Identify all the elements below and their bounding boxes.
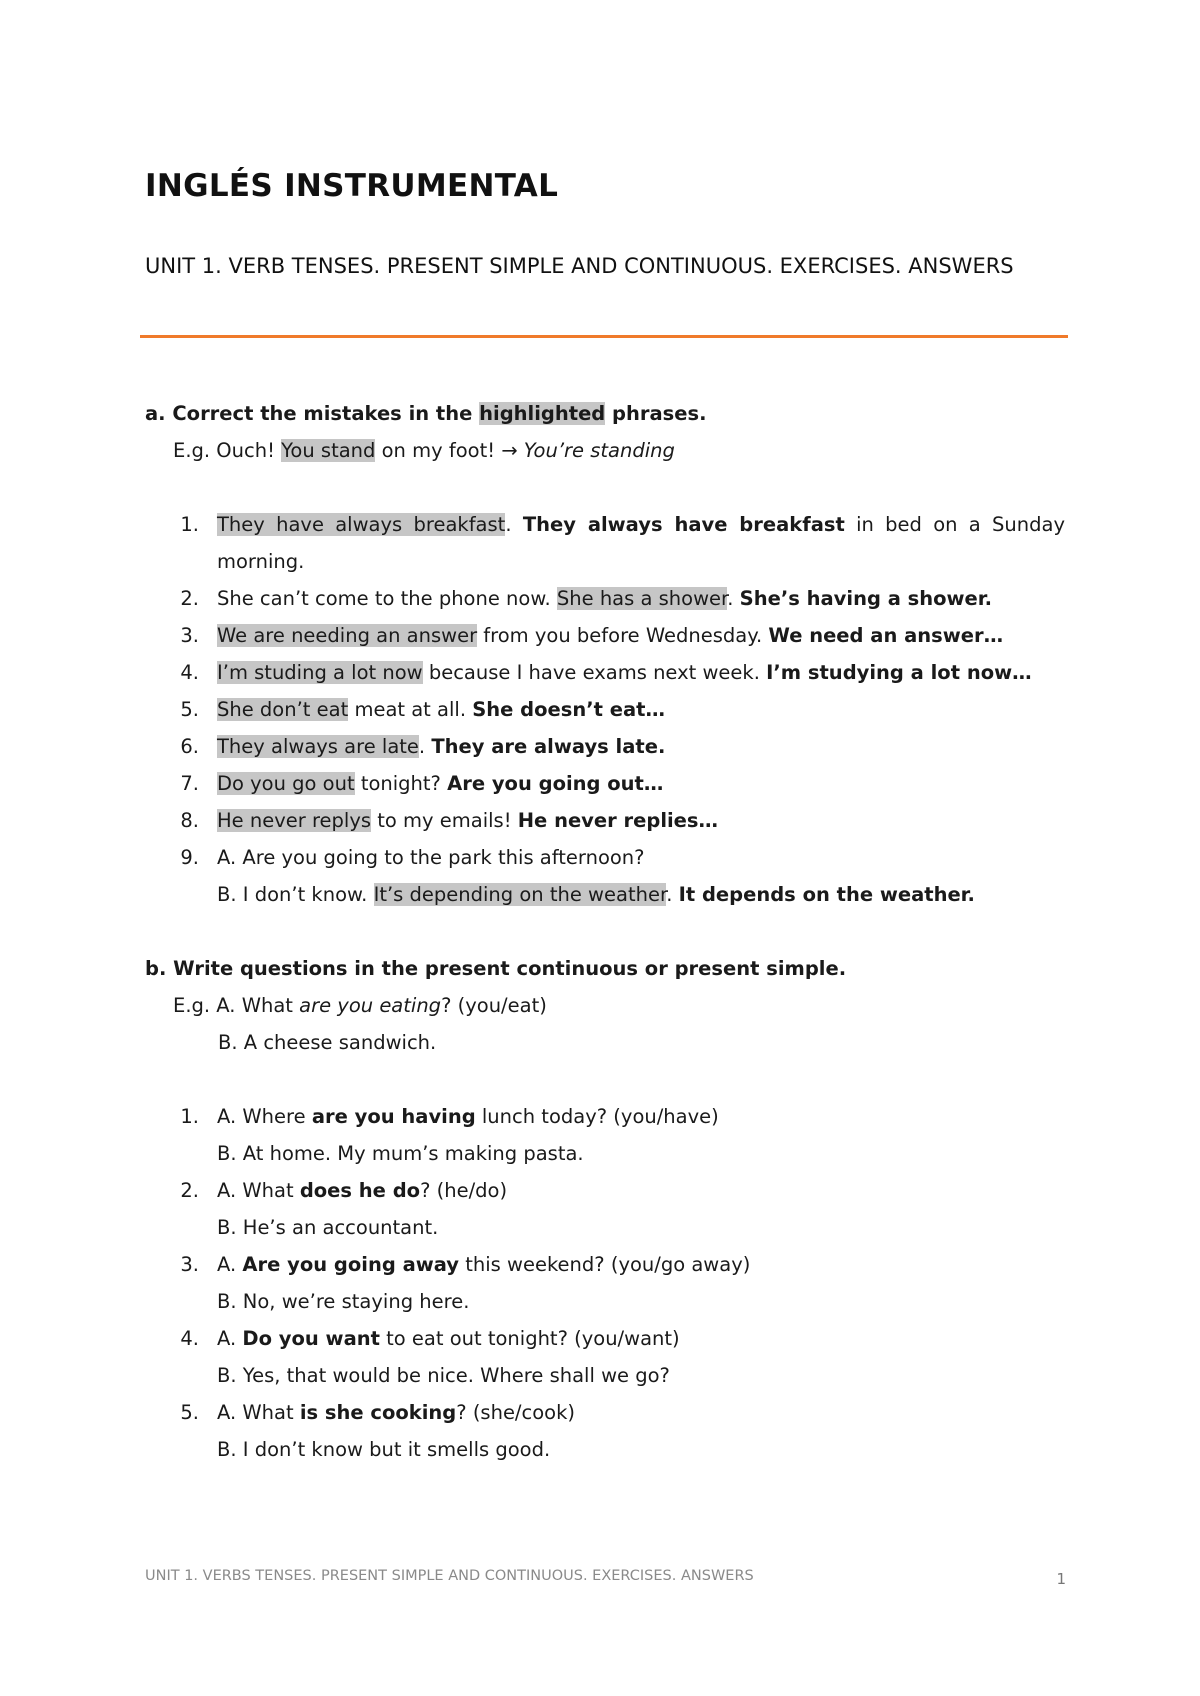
list-item: 1. They have always breakfast. They always have breakfast in bed on a Sunday morning. [180, 513, 1065, 573]
page-content [145, 395, 1065, 1468]
section-a-title: a. Correct the mistakes in the highlighted phrases. [145, 402, 707, 425]
list-item: 3. A. Are you going away this weekend? (you/go away) B. No, we’re staying here. [180, 1253, 751, 1313]
section-a-list [145, 506, 1065, 913]
list-item: 3. We are needing an answer from you before Wednesday. We need an answer… [180, 624, 1004, 647]
list-item: 5. A. What is she cooking? (she/cook) B. I don’t know but it smells good. [180, 1401, 575, 1461]
list-item: 8. He never replys to my emails! He never replies… [180, 809, 719, 832]
section-a-example: E.g. Ouch! You stand on my foot! → You’re standing [173, 439, 675, 462]
list-item: 7. Do you go out tonight? Are you going out… [180, 772, 664, 795]
list-item: 6. They always are late. They are always late. [180, 735, 666, 758]
section-b-list [145, 1098, 1065, 1468]
list-item: 2. A. What does he do? (he/do) B. He’s an accountant. [180, 1179, 508, 1239]
list-item: 4. A. Do you want to eat out tonight? (you/want) B. Yes, that would be nice. Where shall we go? [180, 1327, 680, 1387]
page-footer: UNIT 1. VERBS TENSES. PRESENT SIMPLE AND CONTINUOUS. EXERCISES. ANSWERS [145, 1568, 754, 1584]
header-divider [140, 335, 1068, 338]
highlighted-word: highlighted [479, 402, 606, 425]
section-b-example: E.g. A. What are you eating? (you/eat) B. A cheese sandwich. [173, 994, 547, 1054]
list-item: 2. She can’t come to the phone now. She has a shower. She’s having a shower. [180, 587, 993, 610]
list-item: 5. She don’t eat meat at all. She doesn’t eat… [180, 698, 665, 721]
section-b-title: b. Write questions in the present continuous or present simple. [145, 957, 847, 980]
example-answer: are you eating [299, 994, 442, 1017]
highlighted-phrase: You stand [281, 439, 376, 462]
page-subtitle: UNIT 1. VERB TENSES. PRESENT SIMPLE AND CONTINUOUS. EXERCISES. ANSWERS [145, 254, 1014, 278]
list-item: 4. I’m studing a lot now because I have exams next week. I’m studying a lot now… [180, 661, 1032, 684]
list-item: 9. A. Are you going to the park this afternoon? B. I don’t know. It’s depending on the weather. It depends on the weather. [180, 846, 975, 906]
list-item: 1. A. Where are you having lunch today? (you/have) B. At home. My mum’s making pasta. [180, 1105, 719, 1165]
page-title: INGLÉS INSTRUMENTAL [145, 168, 559, 204]
example-answer: You’re standing [523, 439, 675, 462]
page-number: 1 [1056, 1570, 1066, 1588]
